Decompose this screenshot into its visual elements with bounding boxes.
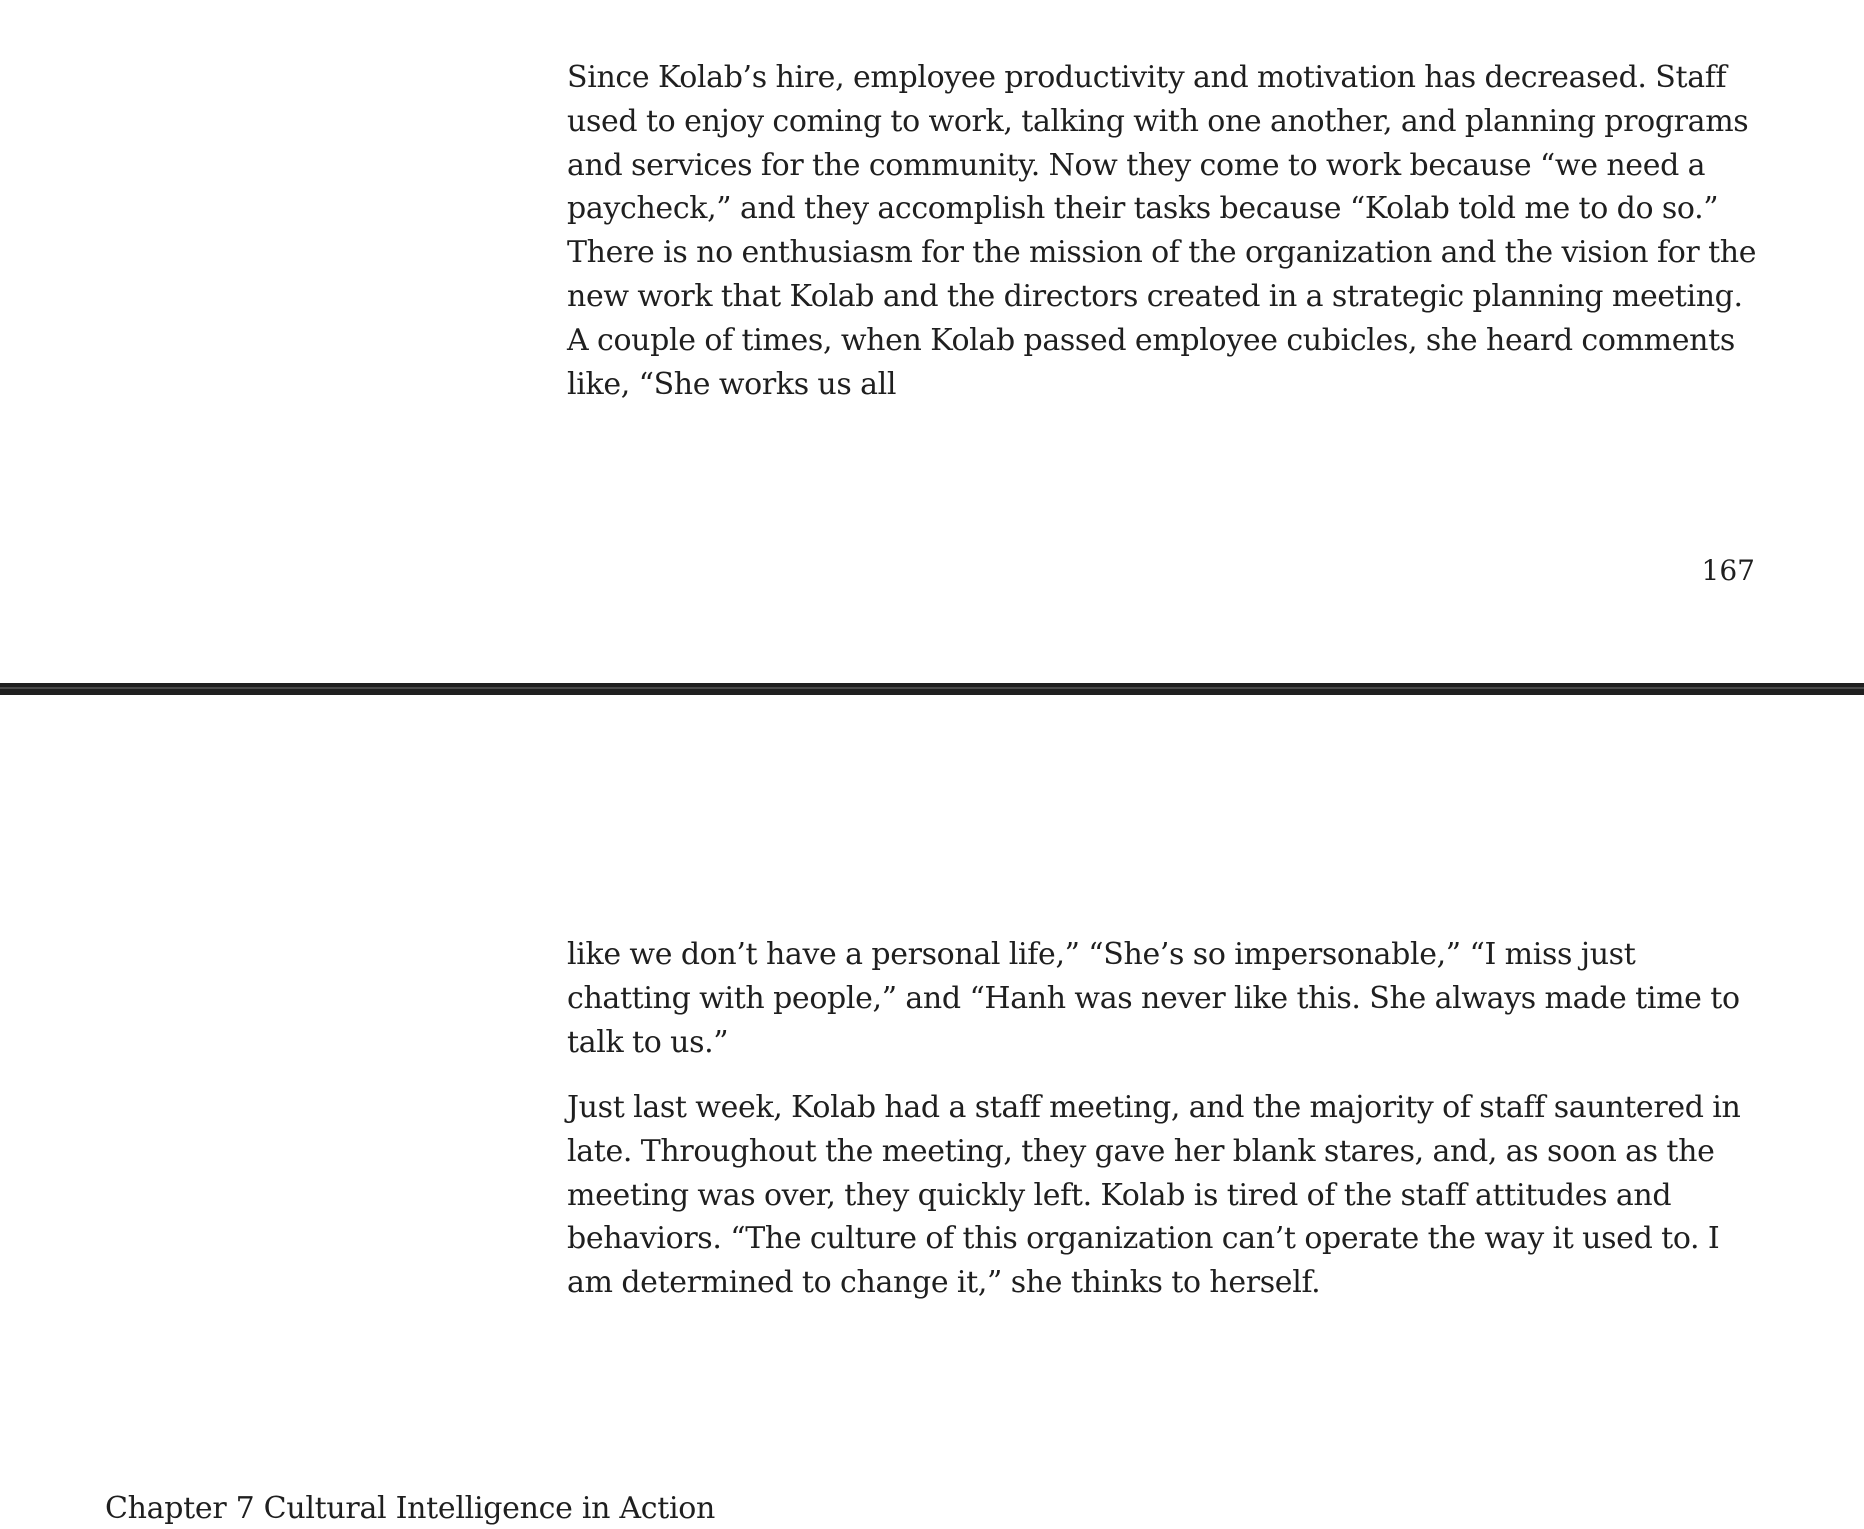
page-divider-bar <box>0 683 1864 695</box>
page-divider <box>0 680 1864 700</box>
page-number: 167 <box>1701 554 1755 587</box>
body-paragraph: like we don’t have a personal life,” “She’s so impersonable,” “I miss just chatting with people,” and “Hanh was never like this. She always made time to talk to us.” <box>567 937 1740 1060</box>
body-paragraph: Just last week, Kolab had a staff meeting, and the majority of staff sauntered in late. Throughout the meeting, they gave her blank stares, and, as soon as the meeting was over, they quickly left. Kolab is tired of the staff attitudes and behaviors. “The culture of this organization can’t operate the way it used to. I am determined to change it,” she thinks to herself. <box>567 1090 1741 1301</box>
page-167 <box>0 0 1864 680</box>
body-paragraph: Since Kolab’s hire, employee productivity and motivation has decreased. Staff used to enjoy coming to work, talking with one another, and planning programs and services for the community. Now they come to work because “we need a paycheck,” and they accomplish their tasks because “Kolab told me to do so.” There is no enthusiasm for the mission of the organization and the vision for the new work that Kolab and the directors created in a strategic planning meeting. A couple of times, when Kolab passed employee cubicles, she heard comments like, “She works us all <box>567 60 1757 402</box>
running-head: Chapter 7 Cultural Intelligence in Action <box>105 1491 716 1526</box>
